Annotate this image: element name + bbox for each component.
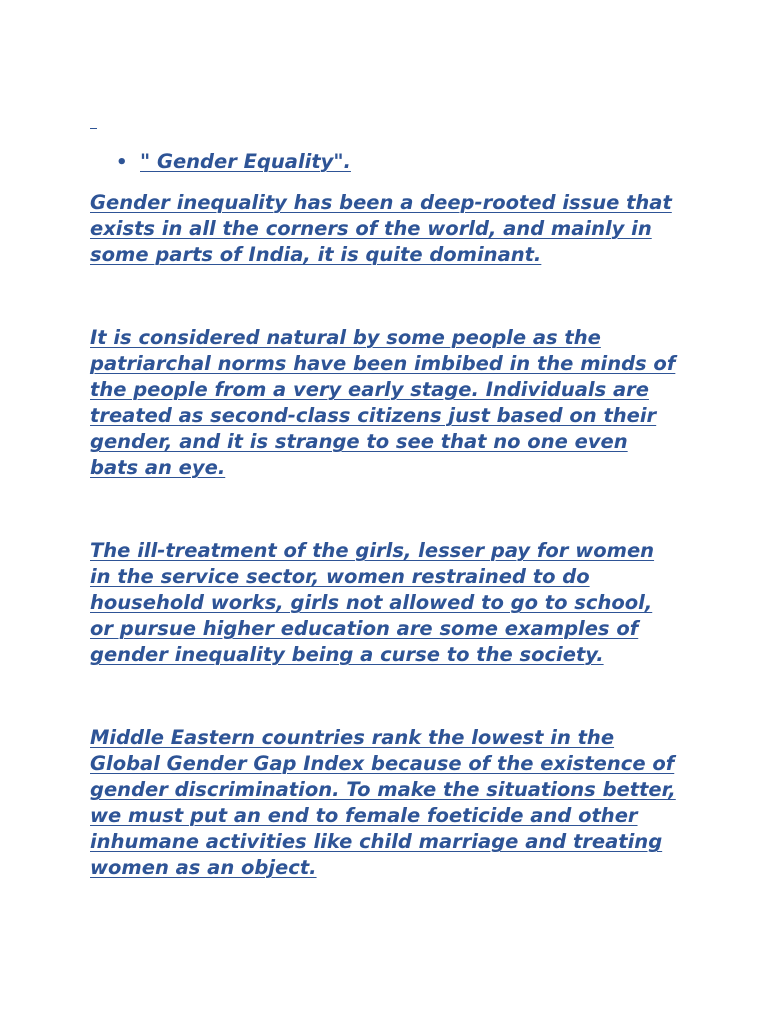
paragraph-1: Gender inequality has been a deep-rooted issue that exists in all the corners of the world, and mainly in some parts of India, it is quite dominant. bbox=[90, 191, 672, 266]
paragraph-3: The ill-treatment of the girls, lesser pay for women in the service sector, women restrained to do household works, girls not allowed to go to school, or pursue higher education are some examples of gender inequality being a curse to the society. bbox=[90, 539, 655, 666]
paragraph-4: Middle Eastern countries rank the lowest in the Global Gender Gap Index because of the existence of gender discrimination. To make the situations better, we must put an end to female foeticide and other inhumane activities like child marriage and treating women as an object. bbox=[90, 726, 676, 879]
stray-underline-mark bbox=[90, 112, 98, 130]
bullet-heading bbox=[116, 148, 716, 176]
bullet-icon: • bbox=[116, 151, 128, 173]
heading-text: " Gender Equality". bbox=[140, 150, 351, 173]
paragraph-2: It is considered natural by some people as the patriarchal norms have been imbibed in the minds of the people from a very early stage. Individuals are treated as second-class citizens just based on their gender, and it is strange to see that no one even bats an eye. bbox=[90, 326, 676, 479]
